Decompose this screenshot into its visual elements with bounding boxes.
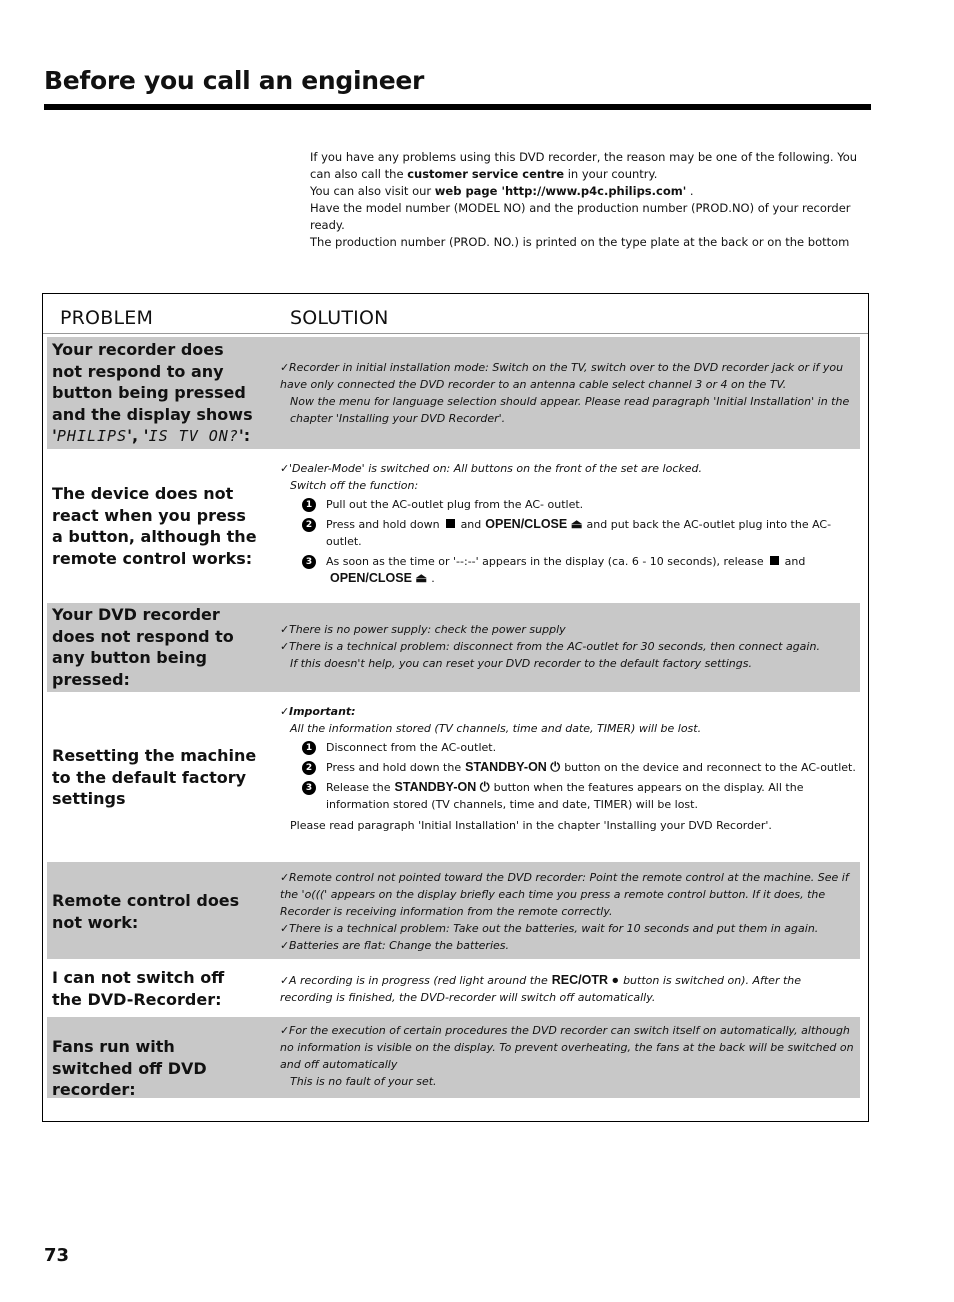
intro-line-1 [310,149,872,183]
solution-line: This is no fault of your set. [290,1075,437,1088]
intro-text-part: in your country. [567,167,658,181]
step-item [280,779,856,813]
intro-line-2 [310,183,872,200]
step-text: and put back the AC-outlet plug into the AC- outlet. [326,518,832,548]
solution-line [280,937,856,954]
solution-text: For the execution of certain procedures the DVD recorder can switch itself on automatically, although no information is visible on the display. To prevent overheating, the fans at the back will be switched on and off automatically [280,1024,854,1071]
check-icon: ✓ [280,922,290,935]
page-title: Before you call an engineer [44,66,425,95]
step-text: Press and hold down [326,518,440,531]
step-text: Disconnect from the AC-outlet. [326,741,497,754]
solution-text: Recorder in initial installation mode: Switch on the TV, switch over to the DVD recorder jack or if you have only connected the DVD recorder to an antenna cable select channel 3 or 4 on the TV. [280,361,844,391]
solution-line [280,869,856,920]
step-text: Press and hold down the [326,761,462,774]
solution-text: A recording is in progress (red light around the [289,974,548,987]
step-item [280,496,856,513]
lcd-text: PHILIPS [56,427,128,445]
step-text: Release the [326,781,391,794]
solution-line: If this doesn't help, you can reset your DVD recorder to the default factory settings. [290,657,752,670]
check-icon: ✓ [280,939,290,952]
problem-cell: I can not switch off the DVD-Recorder: [52,968,225,1009]
check-icon: ✓ [280,1024,290,1037]
step-text: As soon as the time or '--:--' appears in the display (ca. [326,555,629,568]
step-number-1-icon: 1 [302,741,316,755]
step-number-3-icon: 3 [302,781,316,795]
table-row [47,450,860,602]
solution-line [280,703,856,720]
step-number-2-icon: 2 [302,761,316,775]
solution-line [280,460,856,477]
open-close-key-label: OPEN/CLOSE ⏏ [485,517,583,531]
intro-text [310,149,872,251]
intro-line-3: Have the model number (MODEL NO) and the production number (PROD.NO) of your recorder ready. [310,201,851,232]
check-icon: ✓ [280,361,290,374]
problem-cell: Your recorder does not respond to any button being pressed and the display shows 'PHILIPS', 'IS TV ON?': [52,340,253,445]
step-text: seconds), release [667,555,764,568]
open-close-key-label: OPEN/CLOSE ⏏ [330,571,428,585]
solution-line [280,920,856,937]
problem-cell: Resetting the machine to the default factory settings [52,746,257,808]
solution-text: There is a technical problem: Take out the batteries, wait for 10 seconds and put them in again. [289,922,819,935]
step-text: 6 - 10 [631,555,664,568]
solution-text: button is switched on). After the recording is finished, the DVD-recorder will switch off automatically. [280,974,802,1004]
page-number: 73 [44,1245,70,1266]
problem-column-header: PROBLEM [60,307,154,329]
step-number-2-icon: 2 [302,518,316,532]
step-number-1-icon: 1 [302,498,316,512]
intro-web-link: web page 'http://www.p4c.philips.com' [434,184,687,198]
problem-text: Your recorder does not respond to any button being pressed and the display shows [52,340,253,424]
step-item [280,739,856,756]
solution-cell [280,972,856,1006]
standby-key-label: STANDBY-ON ⏻ [465,760,561,774]
solution-line [280,359,856,393]
check-icon: ✓ [280,462,290,475]
step-text: . [431,572,435,585]
step-text: Pull out the AC-outlet plug from the AC- outlet. [326,498,584,511]
intro-line-4: The production number (PROD. NO.) is printed on the type plate at the back or on the bottom [310,235,850,249]
solution-line: Please read paragraph 'Initial Installation' in the chapter 'Installing your DVD Recorder'. [290,819,772,832]
solution-cell [280,460,856,590]
solution-text: There is no power supply: check the power supply [289,623,566,636]
problem-cell: Remote control does not work: [52,891,240,932]
table-row [47,960,860,1016]
rec-otr-key-label: REC/OTR ● [551,973,620,987]
table-row [47,862,860,959]
check-icon: ✓ [280,705,290,718]
solution-column-header: SOLUTION [290,307,389,329]
solution-cell [280,869,856,954]
step-text: and [784,555,806,568]
solution-line: All the information stored (TV channels, time and date, TIMER) will be lost. [290,722,702,735]
solution-line: Now the menu for language selection should appear. Please read paragraph 'Initial Installation' in the chapter 'Installing your DVD Recorder'. [290,395,850,425]
table-row [47,693,860,861]
solution-cell [280,621,856,672]
solution-cell [280,703,856,834]
check-icon: ✓ [280,871,290,884]
step-item [280,553,856,587]
solution-text: 'Dealer-Mode' is switched on: All buttons on the front of the set are locked. [289,462,702,475]
solution-line: Switch off the function: [290,479,419,492]
step-number-3-icon: 3 [302,555,316,569]
intro-text-part: . [689,184,694,198]
intro-text-part: You can also visit our [310,184,432,198]
solution-line [280,638,856,655]
step-item [280,759,856,776]
solution-text: Remote control not pointed toward the DVD recorder: Point the remote control at the machine. See if the 'o(((' appears on the display briefly each time you press a remote control button. If it does, the Recorder is receiving information from the remote correctly. [280,871,849,918]
problem-cell: Fans run with switched off DVD recorder: [52,1037,207,1099]
intro-text-part: If you have any problems using this DVD recorder, the reason may be one of the following. You can also call the [310,150,858,181]
lcd-text: IS TV ON? [148,427,239,445]
check-icon: ✓ [280,623,290,636]
solution-cell [280,359,856,427]
step-item [280,516,856,550]
solution-cell [280,1022,856,1090]
step-text: button when the features appears on the display. All the information stored (TV channels, time and date, TIMER) will be lost. [326,781,804,811]
check-icon: ✓ [280,974,290,987]
intro-emphasis: customer service centre [407,167,565,181]
step-text: button on the device and reconnect to the AC-outlet. [564,761,856,774]
solution-text: Batteries are flat: Change the batteries. [289,939,509,952]
check-icon: ✓ [280,640,290,653]
title-rule [44,104,871,110]
solution-line [280,1022,856,1073]
step-text: and [460,518,482,531]
important-label: Important: [289,705,356,718]
problem-cell: The device does not react when you press a button, although the remote control works: [52,484,257,568]
stop-square-icon [446,519,455,528]
solution-text: There is a technical problem: disconnect from the AC-outlet for 30 seconds, then connect again. [289,640,820,653]
solution-line [280,621,856,638]
header-divider [43,333,868,334]
problem-cell: Your DVD recorder does not respond to any button being pressed: [52,605,234,689]
table-row [47,603,860,692]
table-row [47,337,860,449]
stop-square-icon [770,556,779,565]
standby-key-label: STANDBY-ON ⏻ [394,780,490,794]
table-row [47,1017,860,1098]
solution-line [280,972,856,1006]
